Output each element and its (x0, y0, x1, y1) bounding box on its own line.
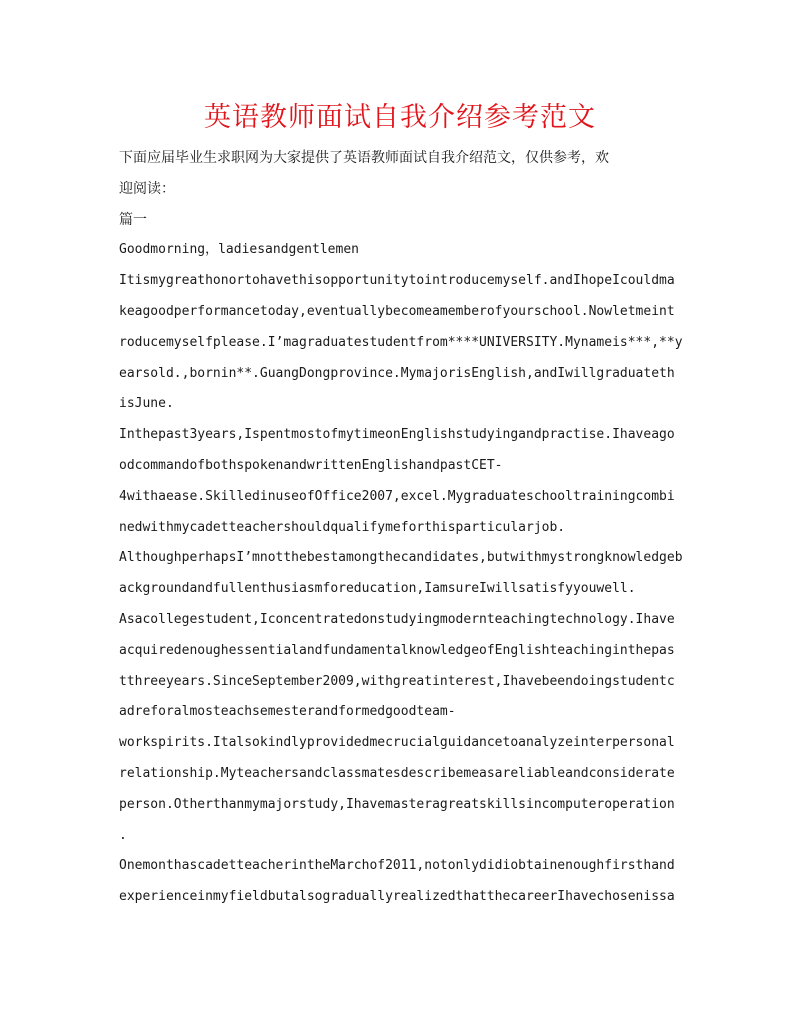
paragraph-line: Itismygreathonortohavethisopportunitytointroducemyself.andIhopeIcouldma (119, 273, 675, 289)
section-heading: 篇一 (119, 211, 147, 228)
paragraph-line: AlthoughperhapsI’mnotthebestamongthecandidates,butwithmystrongknowledgeb (119, 550, 683, 566)
paragraph-line: keagoodperformancetoday,eventuallybecomeamemberofyourschool.Nowletmeint (119, 303, 675, 319)
paragraph-line: workspirits.Italsokindlyprovidedmecrucialguidancetoanalyzeinterpersonal (119, 735, 675, 751)
paragraph-line: Goodmorning，ladiesandgentlemen (119, 242, 359, 258)
paragraph-line: 下面应届毕业生求职网为大家提供了英语教师面试自我介绍范文，仅供参考，欢 (119, 150, 609, 166)
paragraph-line: experienceinmyfieldbutalsograduallyrealizedthatthecareerIhavechosenissa (119, 889, 675, 905)
paragraph-line: Asacollegestudent,Iconcentratedonstudyingmodernteachingtechnology.Ihave (119, 611, 675, 627)
paragraph-line: . (119, 827, 127, 843)
paragraph-line: adreforalmosteachsemesterandformedgoodteam- (119, 704, 456, 720)
paragraph-line: nedwithmycadetteachershouldqualifymeforthisparticularjob. (119, 519, 566, 535)
paragraph-line: 4withaease.SkilledinuseofOffice2007,excel.Mygraduateschooltrainingcombi (119, 488, 675, 504)
paragraph-line: tthreeyears.SinceSeptember2009,withgreatinterest,Ihavebeendoingstudentc (119, 673, 675, 689)
document-title: 英语教师面试自我介绍参考范文 (204, 102, 596, 133)
paragraph-line: OnemonthascadetteacherintheMarchof2011,notonlydidiobtainenoughfirsthand (119, 858, 675, 874)
paragraph-line: Inthepast3years,IspentmostofmytimeonEnglishstudyingandpractise.Ihaveago (119, 427, 675, 443)
paragraph-line: earsold.,bornin**.GuangDongprovince.MymajorisEnglish,andIwillgraduateth (119, 365, 675, 381)
paragraph-line: odcommandofbothspokenandwrittenEnglishandpastCET- (119, 457, 503, 473)
paragraph-line: ackgroundandfullenthusiasmforeducation,IamsureIwillsatisfyyouwell. (119, 581, 636, 597)
paragraph-line: roducemyselfplease.I’magraduatestudentfrom****UNIVERSITY.Mynameis***,**y (119, 334, 683, 350)
paragraph-line: 迎阅读： (119, 180, 175, 197)
paragraph-line: person.Otherthanmymajorstudy,Ihavemasteragreatskillsincomputeroperation (119, 796, 675, 812)
document-body (119, 143, 685, 913)
paragraph-line: isJune. (119, 396, 174, 412)
paragraph-line: relationship.Myteachersandclassmatesdescribemeasareliableandconsiderate (119, 765, 675, 781)
paragraph-line: acquiredenoughessentialandfundamentalknowledgeofEnglishteachinginthepas (119, 642, 675, 658)
